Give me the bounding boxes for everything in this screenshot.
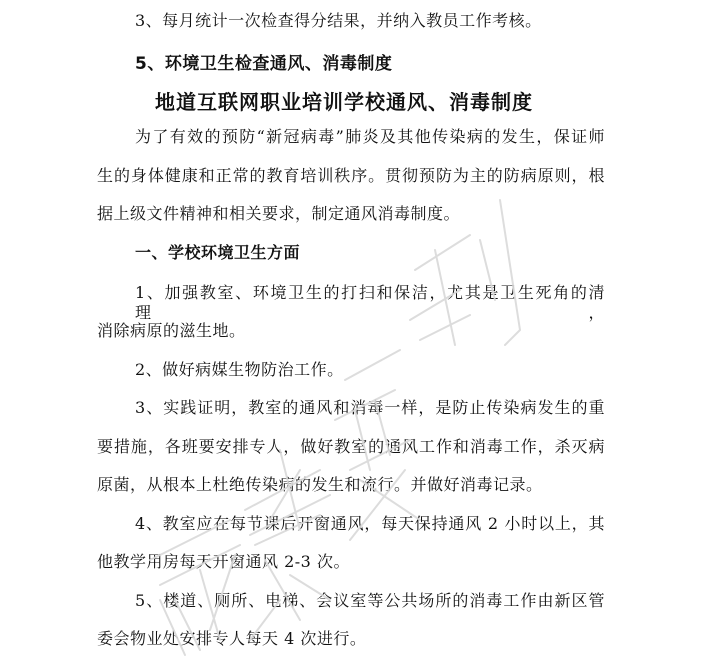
document-title: 地道互联网职业培训学校通风、消毒制度 (155, 90, 533, 114)
rule-3-line: 3、每月统计一次检查得分结果，并纳入教员工作考核。 (135, 11, 542, 30)
item-4-line-2: 他教学用房每天开窗通风 2-3 次。 (97, 552, 350, 571)
item-3-line-3: 原菌，从根本上杜绝传染病的发生和流行。并做好消毒记录。 (97, 475, 543, 494)
item-4-line-1: 4、教室应在每节课后开窗通风，每天保持通风 2 小时以上，其 (135, 514, 605, 533)
item-5-line-2: 委会物业处安排专人每天 4 次进行。 (97, 629, 367, 648)
item-5-line-1: 5、楼道、厕所、电梯、会议室等公共场所的消毒工作由新区管 (135, 591, 605, 610)
item-1-line-1: 1、加强教室、环境卫生的打扫和保洁，尤其是卫生死角的清理， (135, 283, 605, 322)
section-5-heading: 5、环境卫生检查通风、消毒制度 (135, 54, 393, 74)
intro-line-2: 生的身体健康和正常的教育培训秩序。贯彻预防为主的防病原则，根 (97, 166, 605, 185)
section-one-heading: 一、学校环境卫生方面 (135, 243, 301, 262)
item-1-line-2: 消除病原的滋生地。 (97, 321, 246, 340)
intro-line-1: 为了有效的预防“新冠病毒”肺炎及其他传染病的发生，保证师 (135, 127, 605, 146)
item-2-line: 2、做好病媒生物防治工作。 (135, 360, 344, 379)
item-3-line-2: 要措施，各班要安排专人，做好教室的通风工作和消毒工作，杀灭病 (97, 437, 605, 456)
intro-line-3: 据上级文件精神和相关要求，制定通风消毒制度。 (97, 204, 461, 223)
item-3-line-1: 3、实践证明，教室的通风和消毒一样，是防止传染病发生的重 (135, 398, 605, 417)
